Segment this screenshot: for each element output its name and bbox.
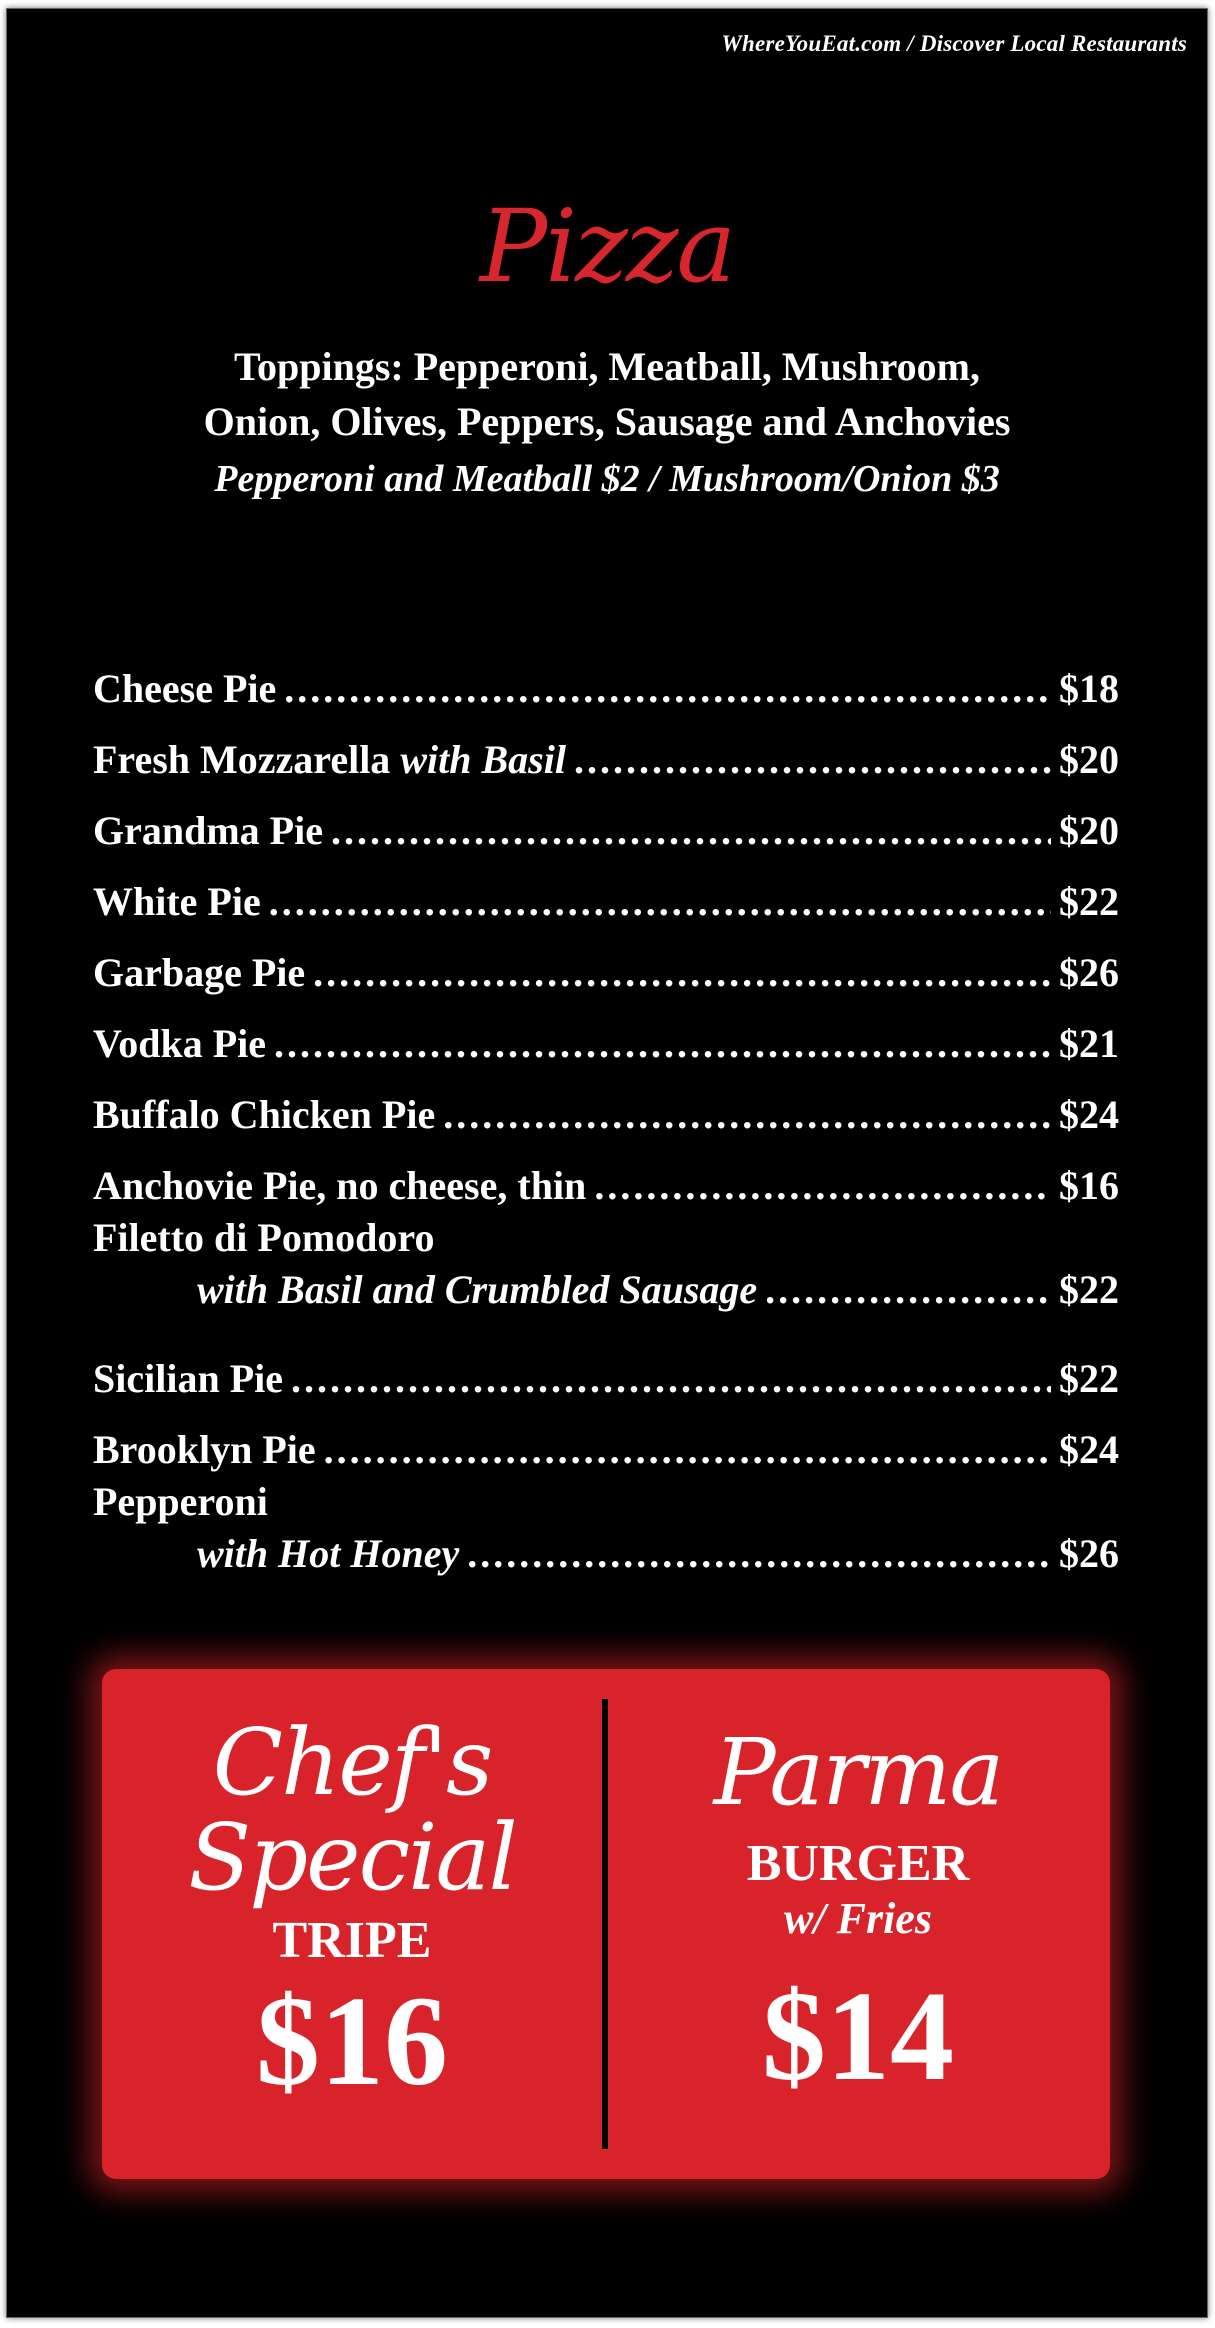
- chefs-special-script-1: Chef's: [212, 1709, 492, 1816]
- chefs-special-price: $16: [256, 1970, 448, 2112]
- dot-leader: [467, 1530, 1051, 1577]
- item-name: Garbage Pie: [93, 950, 306, 995]
- menu-item: [93, 641, 1119, 712]
- menu-item: [93, 854, 1119, 925]
- dot-leader: [291, 1355, 1051, 1402]
- dot-leader: [594, 1162, 1051, 1209]
- menu-item: [93, 925, 1119, 996]
- item-price: $16: [1059, 1163, 1119, 1208]
- item-name: Brooklyn Pie: [93, 1427, 316, 1472]
- item-name: White Pie: [93, 879, 261, 924]
- dot-leader: [443, 1091, 1051, 1138]
- toppings-line-2: Onion, Olives, Peppers, Sausage and Anchovies: [203, 399, 1011, 444]
- dot-leader: [574, 736, 1051, 783]
- dot-leader: [313, 949, 1051, 996]
- parma-sub: w/ Fries: [784, 1894, 932, 1943]
- parma-price: $14: [762, 1965, 954, 2107]
- menu-item: [93, 712, 1119, 783]
- item-subtitle: with Hot Honey: [197, 1531, 460, 1576]
- item-price: $24: [1059, 1427, 1119, 1472]
- item-price: $20: [1059, 737, 1119, 782]
- item-name: Buffalo Chicken Pie: [93, 1092, 436, 1137]
- toppings-list: [7, 339, 1207, 449]
- item-name: Anchovie Pie, no cheese, thin: [93, 1163, 587, 1208]
- item-price: $22: [1059, 1356, 1119, 1401]
- item-price: $20: [1059, 808, 1119, 853]
- parma-item: BURGER: [746, 1835, 970, 1892]
- menu-item: [93, 1402, 1119, 1473]
- item-name-text: Fresh Mozzarella: [93, 737, 391, 782]
- item-price: $26: [1059, 1531, 1119, 1576]
- menu-item: [93, 996, 1119, 1067]
- chefs-special-script-2: Special: [188, 1804, 516, 1911]
- item-name: Grandma Pie: [93, 808, 323, 853]
- menu-item: [93, 1473, 1119, 1595]
- specials-panel: [102, 1669, 1110, 2179]
- menu-item: [93, 783, 1119, 854]
- item-name: Filetto di Pomodoro: [93, 1215, 435, 1260]
- item-name: [93, 736, 566, 783]
- parma-script: Parma: [713, 1719, 1003, 1826]
- item-price: $26: [1059, 950, 1119, 995]
- item-price: $22: [1059, 1267, 1119, 1312]
- menu-item: [93, 1331, 1119, 1402]
- menu-items: [93, 641, 1119, 1595]
- dot-leader: [765, 1266, 1051, 1313]
- chefs-special: [102, 1669, 602, 2179]
- dot-leader: [274, 1020, 1051, 1067]
- menu-board: [6, 8, 1208, 2318]
- menu-item: [93, 1209, 1119, 1331]
- dot-leader: [324, 1426, 1051, 1473]
- item-name: Cheese Pie: [93, 666, 277, 711]
- item-name: Pepperoni: [93, 1479, 268, 1524]
- chefs-special-item: TRIPE: [272, 1912, 432, 1969]
- parma-burger-special: [608, 1669, 1108, 2179]
- item-price: $24: [1059, 1092, 1119, 1137]
- item-price: $21: [1059, 1021, 1119, 1066]
- menu-title: Pizza: [479, 188, 735, 305]
- menu-item: [93, 1067, 1119, 1138]
- item-price: $18: [1059, 666, 1119, 711]
- watermark: WhereYouEat.com / Discover Local Restaurants: [721, 31, 1187, 56]
- item-modifier: with Basil: [400, 737, 566, 782]
- item-name: Vodka Pie: [93, 1021, 267, 1066]
- dot-leader: [331, 807, 1051, 854]
- dot-leader: [269, 878, 1051, 925]
- item-subtitle: with Basil and Crumbled Sausage: [197, 1267, 758, 1312]
- item-price: $22: [1059, 879, 1119, 924]
- toppings-line-1: Toppings: Pepperoni, Meatball, Mushroom,: [233, 344, 981, 389]
- toppings-prices: Pepperoni and Meatball $2 / Mushroom/Onion $3: [214, 458, 1000, 500]
- item-name: Sicilian Pie: [93, 1356, 283, 1401]
- menu-item: [93, 1138, 1119, 1209]
- dot-leader: [284, 665, 1051, 712]
